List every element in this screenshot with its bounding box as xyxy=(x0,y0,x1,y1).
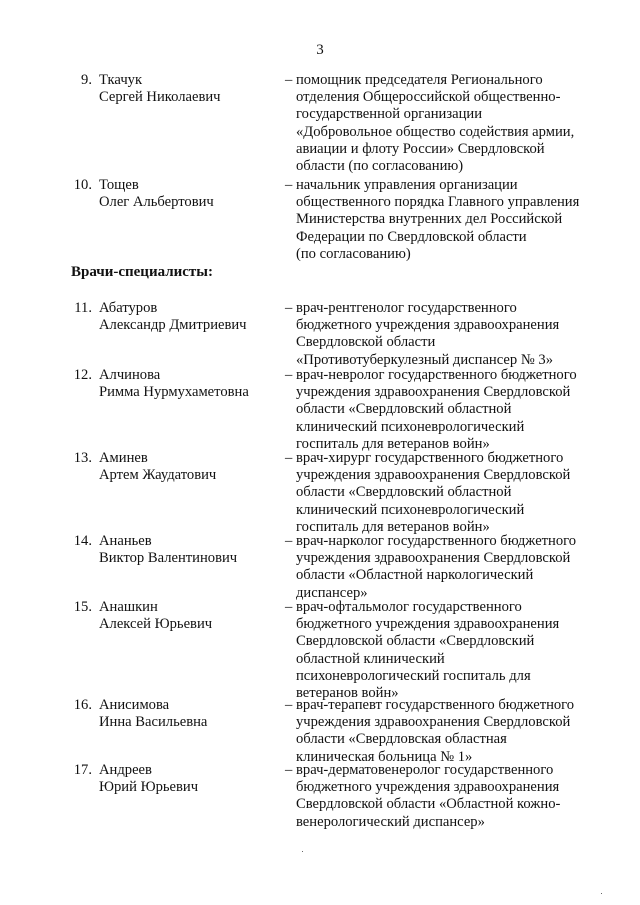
member-given-names: Олег Альбертович xyxy=(99,194,214,211)
member-dash: – xyxy=(285,72,293,88)
position-line: «Противотуберкулезный диспансер № 3» xyxy=(296,351,553,368)
member-number: 15. xyxy=(73,599,92,615)
member-number: 14. xyxy=(73,533,92,549)
member-surname: Абатуров xyxy=(99,300,158,316)
member-position xyxy=(296,450,596,536)
member-position xyxy=(296,533,596,602)
position-line: начальник управления организации xyxy=(296,177,518,193)
member-surname: Ткачук xyxy=(99,72,143,88)
member-dash: – xyxy=(285,697,293,713)
member-number: 13. xyxy=(73,450,92,466)
member-number: 12. xyxy=(73,367,92,383)
member-given-names: Римма Нурмухаметовна xyxy=(99,384,249,401)
member-surname: Ананьев xyxy=(99,533,152,549)
position-line: врач-терапевт государственного бюджетного xyxy=(296,697,575,713)
position-line: помощник председателя Регионального xyxy=(296,72,543,88)
member-given-names: Виктор Валентинович xyxy=(99,550,238,567)
position-line: врач-нарколог государственного бюджетного xyxy=(296,533,577,549)
scan-speck xyxy=(601,893,602,894)
member-position xyxy=(296,762,596,831)
position-line: учреждения здравоохранения Свердловской xyxy=(296,714,571,731)
position-line: области (по согласованию) xyxy=(296,158,464,175)
member-surname: Андреев xyxy=(99,762,152,778)
member-dash: – xyxy=(285,367,293,383)
position-line: области «Свердловская областная xyxy=(296,731,507,748)
position-line: Свердловской области «Областной кожно- xyxy=(296,796,561,813)
position-line: бюджетного учреждения здравоохранения xyxy=(296,616,560,633)
position-line: госпиталь для ветеранов войн» xyxy=(296,435,490,452)
scan-speck xyxy=(302,851,303,852)
member-name xyxy=(99,762,279,796)
member-dash: – xyxy=(285,177,293,193)
member-position xyxy=(296,599,596,702)
member-surname: Алчинова xyxy=(99,367,161,383)
member-name xyxy=(99,177,279,211)
member-number: 11. xyxy=(74,300,92,316)
member-position xyxy=(296,367,596,453)
position-line: диспансер» xyxy=(296,584,368,601)
member-given-names: Александр Дмитриевич xyxy=(99,317,247,334)
position-line: области «Областной наркологический xyxy=(296,567,534,584)
member-name xyxy=(99,72,279,106)
section-heading-specialists: Врачи-специалисты: xyxy=(71,264,214,280)
position-line: бюджетного учреждения здравоохранения xyxy=(296,779,560,796)
member-given-names: Инна Васильевна xyxy=(99,714,208,731)
position-line: области «Свердловский областной xyxy=(296,484,512,501)
position-line: врач-дерматовенеролог государственного xyxy=(296,762,554,778)
member-dash: – xyxy=(285,762,293,778)
member-surname: Анисимова xyxy=(99,697,170,713)
position-line: учреждения здравоохранения Свердловской xyxy=(296,550,571,567)
position-line: Свердловской области «Свердловский xyxy=(296,633,535,650)
position-line: госпиталь для ветеранов войн» xyxy=(296,518,490,535)
position-line: авиации и флоту России» Свердловской xyxy=(296,140,545,157)
member-position xyxy=(296,72,596,175)
member-name xyxy=(99,367,279,401)
member-dash: – xyxy=(285,533,293,549)
position-line: отделения Общероссийской общественно- xyxy=(296,89,561,106)
member-number: 10. xyxy=(73,177,92,193)
position-line: государственной организации xyxy=(296,106,483,123)
position-line: врач-рентгенолог государственного xyxy=(296,300,517,316)
position-line: врач-невролог государственного бюджетного xyxy=(296,367,577,383)
position-line: областной клинический xyxy=(296,650,445,667)
member-surname: Анашкин xyxy=(99,599,158,615)
member-given-names: Юрий Юрьевич xyxy=(99,779,199,796)
position-line: Министерства внутренних дел Российской xyxy=(296,211,563,228)
member-name xyxy=(99,697,279,731)
member-number: 9. xyxy=(81,72,92,88)
member-number: 17. xyxy=(73,762,92,778)
member-name xyxy=(99,300,279,334)
member-surname: Тощев xyxy=(99,177,139,193)
member-given-names: Алексей Юрьевич xyxy=(99,616,213,633)
member-position xyxy=(296,177,596,263)
position-line: врач-офтальмолог государственного xyxy=(296,599,522,615)
member-given-names: Сергей Николаевич xyxy=(99,89,221,106)
member-name xyxy=(99,533,279,567)
position-line: ветеранов войн» xyxy=(296,685,399,702)
position-line: области «Свердловский областной xyxy=(296,401,512,418)
position-line: венерологический диспансер» xyxy=(296,813,485,830)
position-line: учреждения здравоохранения Свердловской xyxy=(296,384,571,401)
member-number: 16. xyxy=(73,697,92,713)
position-line: бюджетного учреждения здравоохранения xyxy=(296,317,560,334)
page-number: 3 xyxy=(316,42,324,58)
position-line: врач-хирург государственного бюджетного xyxy=(296,450,564,466)
position-line: общественного порядка Главного управления xyxy=(296,194,580,211)
member-given-names: Артем Жаудатович xyxy=(99,467,217,484)
member-surname: Аминев xyxy=(99,450,148,466)
member-dash: – xyxy=(285,599,293,615)
position-line: Федерации по Свердловской области xyxy=(296,228,527,245)
member-dash: – xyxy=(285,300,293,316)
position-line: учреждения здравоохранения Свердловской xyxy=(296,467,571,484)
position-line: клинический психоневрологический xyxy=(296,418,525,435)
position-line: клинический психоневрологический xyxy=(296,501,525,518)
member-position xyxy=(296,697,596,766)
position-line: «Добровольное общество содействия армии, xyxy=(296,123,575,140)
position-line: клиническая больница № 1» xyxy=(296,748,473,765)
member-name xyxy=(99,599,279,633)
position-line: (по согласованию) xyxy=(296,245,411,262)
member-dash: – xyxy=(285,450,293,466)
position-line: Свердловской области xyxy=(296,334,436,351)
position-line: психоневрологический госпиталь для xyxy=(296,667,531,684)
member-name xyxy=(99,450,279,484)
member-position xyxy=(296,300,596,369)
